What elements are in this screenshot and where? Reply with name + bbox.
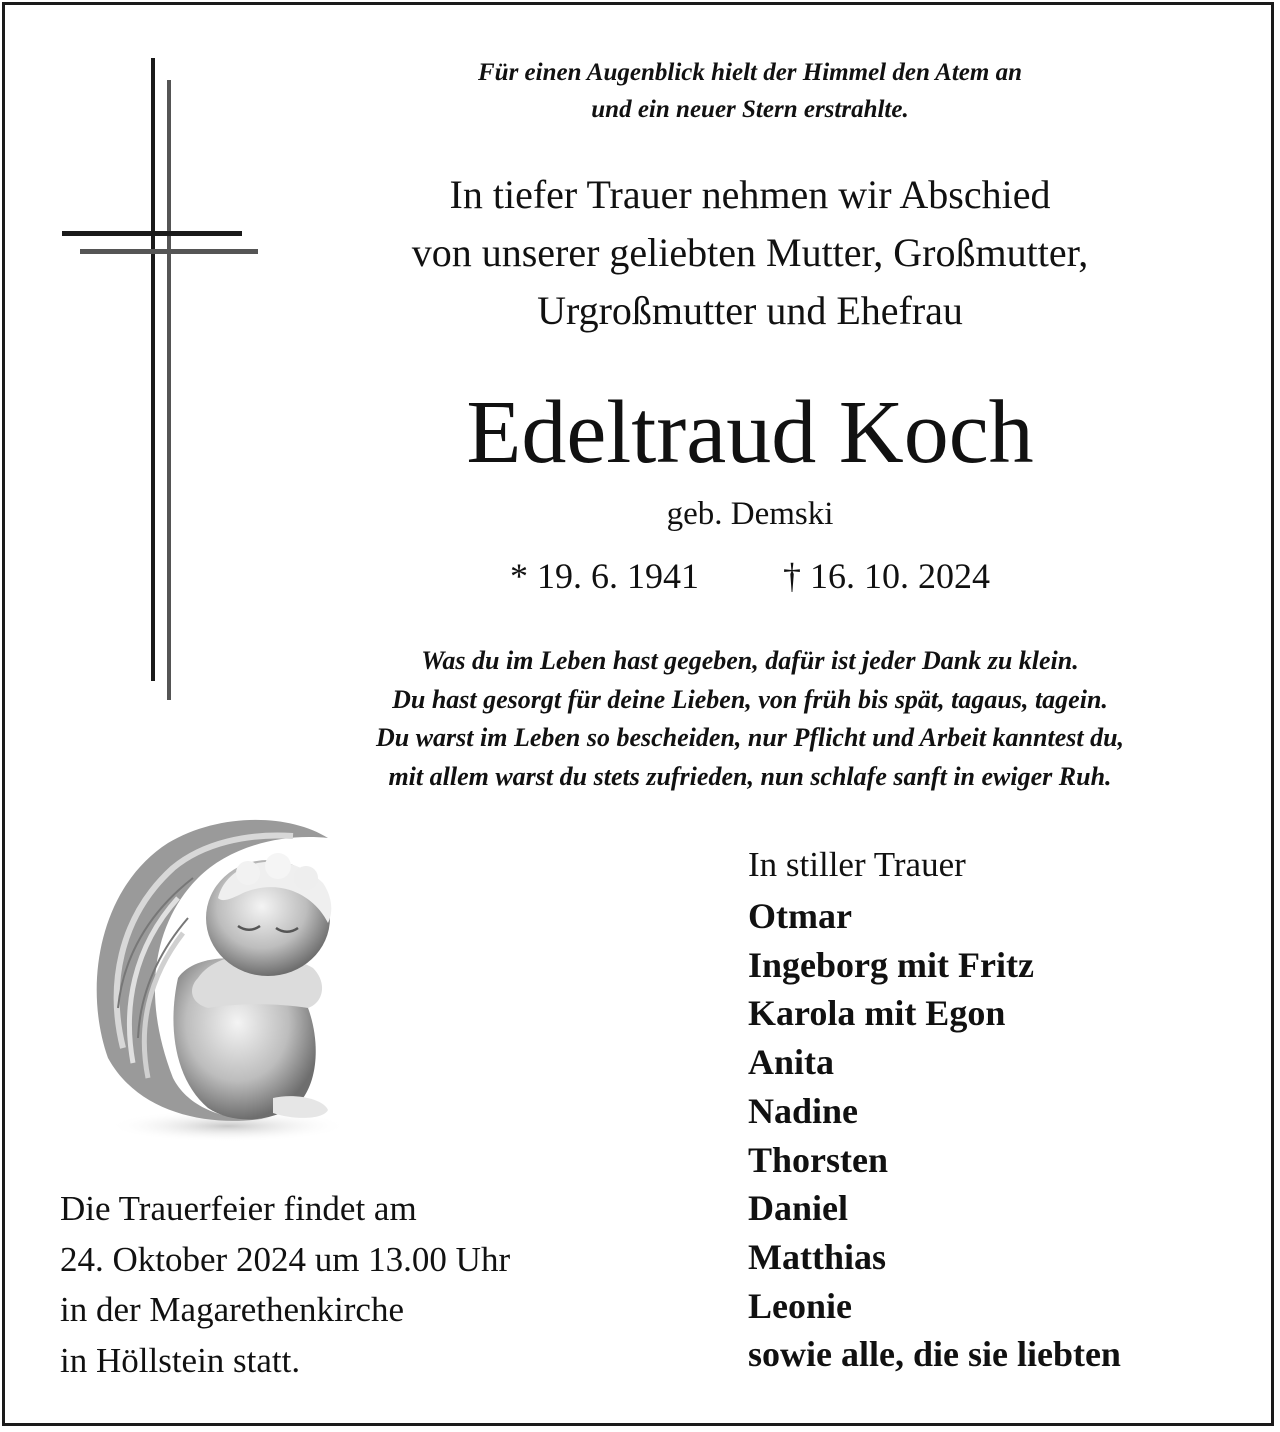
cross-horizontal-bar <box>62 231 242 236</box>
mourner-name: Matthias <box>748 1236 886 1277</box>
mourner-name: Daniel <box>748 1188 849 1229</box>
intro-line: von unserer geliebten Mutter, Großmutter, <box>411 230 1089 275</box>
intro-line: In tiefer Trauer nehmen wir Abschied <box>449 172 1051 217</box>
mourner-name: sowie alle, die sie liebten <box>748 1334 1121 1375</box>
service-line: Die Trauerfeier findet am <box>60 1189 417 1228</box>
mourner-names <box>748 892 1121 1379</box>
service-line: in der Magarethenkirche <box>60 1290 405 1329</box>
deceased-name: Edeltraud Koch <box>466 383 1034 482</box>
verse-line: Du hast gesorgt für deine Lieben, von früh bis spät, tagaus, tagein. <box>392 684 1108 714</box>
intro-text <box>250 166 1250 340</box>
birth-date: * 19. 6. 1941 <box>510 556 699 596</box>
motto-line: Für einen Augenblick hielt der Himmel den Atem an <box>477 59 1023 86</box>
mourners-list <box>748 838 1121 1379</box>
motto <box>250 54 1250 128</box>
verse-line: mit allem warst du stets zufrieden, nun schlafe sanft in ewiger Ruh. <box>388 761 1112 791</box>
mourner-name: Anita <box>748 1042 835 1083</box>
mourner-name: Thorsten <box>748 1139 889 1180</box>
death-date: † 16. 10. 2024 <box>783 556 990 596</box>
cross-vertical-bar <box>151 58 155 681</box>
birth-name: geb. Demski <box>666 496 834 532</box>
service-line: in Höllstein statt. <box>60 1340 301 1380</box>
life-dates <box>250 553 1250 599</box>
motto-line: und ein neuer Stern erstrahlte. <box>591 96 909 123</box>
intro-line: Urgroßmutter und Ehefrau <box>537 288 963 333</box>
mourners-heading: In stiller Trauer <box>748 845 966 884</box>
cross-horizontal-bar-shadow <box>80 249 258 254</box>
mourner-name: Ingeborg mit Fritz <box>748 944 1034 985</box>
funeral-service-info <box>60 1184 510 1386</box>
verse-line: Was du im Leben hast gegeben, dafür ist jeder Dank zu klein. <box>421 646 1079 675</box>
mourner-name: Leonie <box>748 1285 852 1326</box>
mourner-name: Karola mit Egon <box>748 993 1006 1034</box>
cross-vertical-bar-shadow <box>167 80 171 700</box>
service-line: 24. Oktober 2024 um 13.00 Uhr <box>60 1239 511 1279</box>
sleeping-angel-icon <box>78 808 378 1148</box>
mourner-name: Otmar <box>748 896 852 936</box>
memorial-verse <box>250 642 1250 796</box>
mourner-name: Nadine <box>748 1090 859 1131</box>
verse-line: Du warst im Leben so bescheiden, nur Pflicht und Arbeit kanntest du, <box>375 723 1125 752</box>
